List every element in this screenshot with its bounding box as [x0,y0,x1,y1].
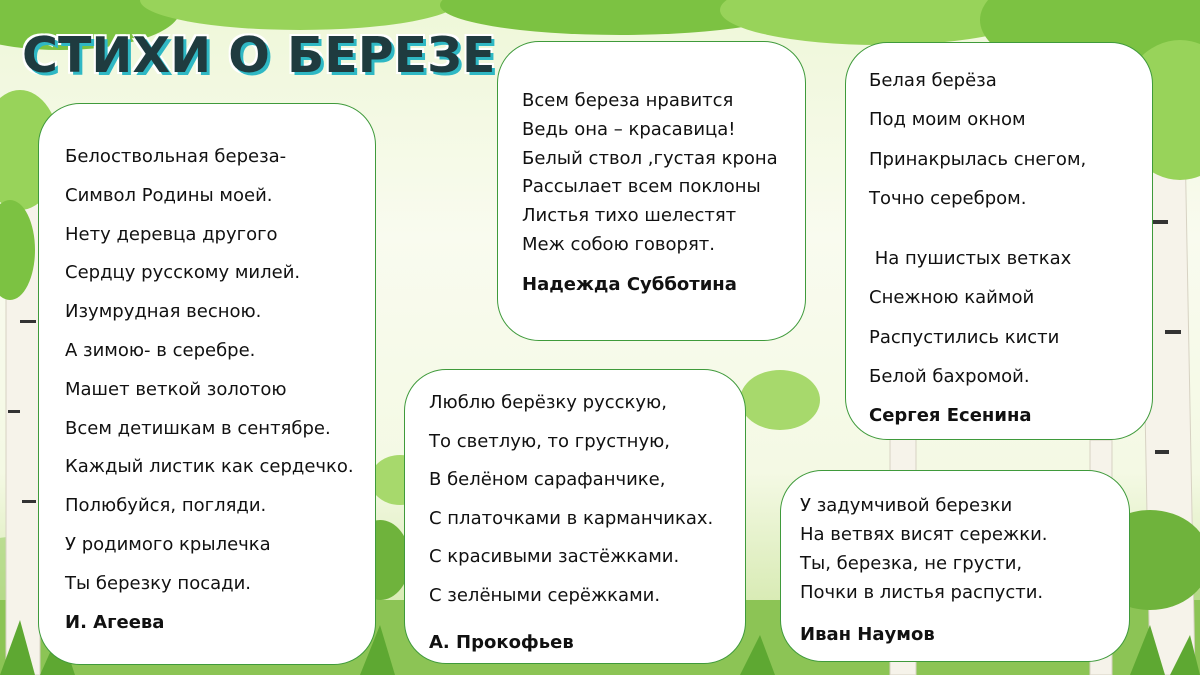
poem-line: Распустились кисти [869,326,1060,348]
poem-line: А зимою- в серебре. [65,339,256,361]
stanza-gap [869,218,1152,239]
poem-line: Каждый листик как сердечко. [65,456,354,478]
poem-author: А. Прокофьев [429,631,574,653]
page-title: СТИХИ О БЕРЕЗЕ [22,27,496,84]
poem-line: С красивыми застёжками. [429,546,680,568]
poem-line: Белой бахромой. [869,366,1030,388]
poem-line: С платочками в карманчиках. [429,507,714,529]
poem-author: Сергея Есенина [869,405,1032,427]
poem-card-prokofiev [404,369,746,664]
poem-line: Под моим окном [869,109,1026,131]
poem-line: Белая берёза [869,70,997,91]
poem-line: Принакрылась снегом, [869,148,1087,170]
poem-author: Иван Наумов [800,624,935,645]
poem-card-subbotina [497,41,806,341]
poem-line: Изумрудная весною. [65,301,262,323]
poem-author: И. Агеева [65,611,165,633]
poem-line: Символ Родины моей. [65,184,273,206]
poem-line: Листья тихо шелестят [522,205,737,227]
poem-line: Ты, березка, не грусти, [800,553,1023,574]
poem-line: Ведь она – красавица! [522,118,736,140]
poem-line: Снежною каймой [869,287,1035,309]
poem-line: Точно серебром. [869,187,1027,209]
poem-line: Всем береза нравится [522,90,734,111]
poem-line: Белоствольная береза- [65,146,287,167]
poem-author: Надежда Субботина [522,273,737,295]
poem-card-naumov [780,470,1130,662]
poem-line: У задумчивой березки [800,495,1013,516]
poem-line: Нету деревца другого [65,223,278,245]
poem-line: Машет веткой золотою [65,378,287,400]
poem-line: Белый ствол ,густая крона [522,147,778,169]
poem-line: Ты березку посади. [65,572,251,594]
poem-line: Всем детишкам в сентябре. [65,417,331,439]
poem-line: Почки в листья распусти. [800,582,1044,603]
poem-line: Рассылает всем поклоны [522,176,761,198]
poem-line: На ветвях висят сережки. [800,524,1048,545]
poem-line: Сердцу русскому милей. [65,262,301,284]
poem-card-esenin [845,42,1153,440]
poem-line: То светлую, то грустную, [429,430,670,452]
poem-line: С зелёными серёжками. [429,584,661,606]
poem-line: У родимого крылечка [65,533,271,555]
poem-card-ageeva [38,103,376,665]
poem-line: В белёном сарафанчике, [429,469,666,491]
poem-line: Люблю берёзку русскую, [429,392,667,413]
poem-line: Полюбуйся, погляди. [65,495,267,517]
poem-line: На пушистых ветках [869,248,1072,270]
poem-line: Меж собою говорят. [522,233,715,255]
